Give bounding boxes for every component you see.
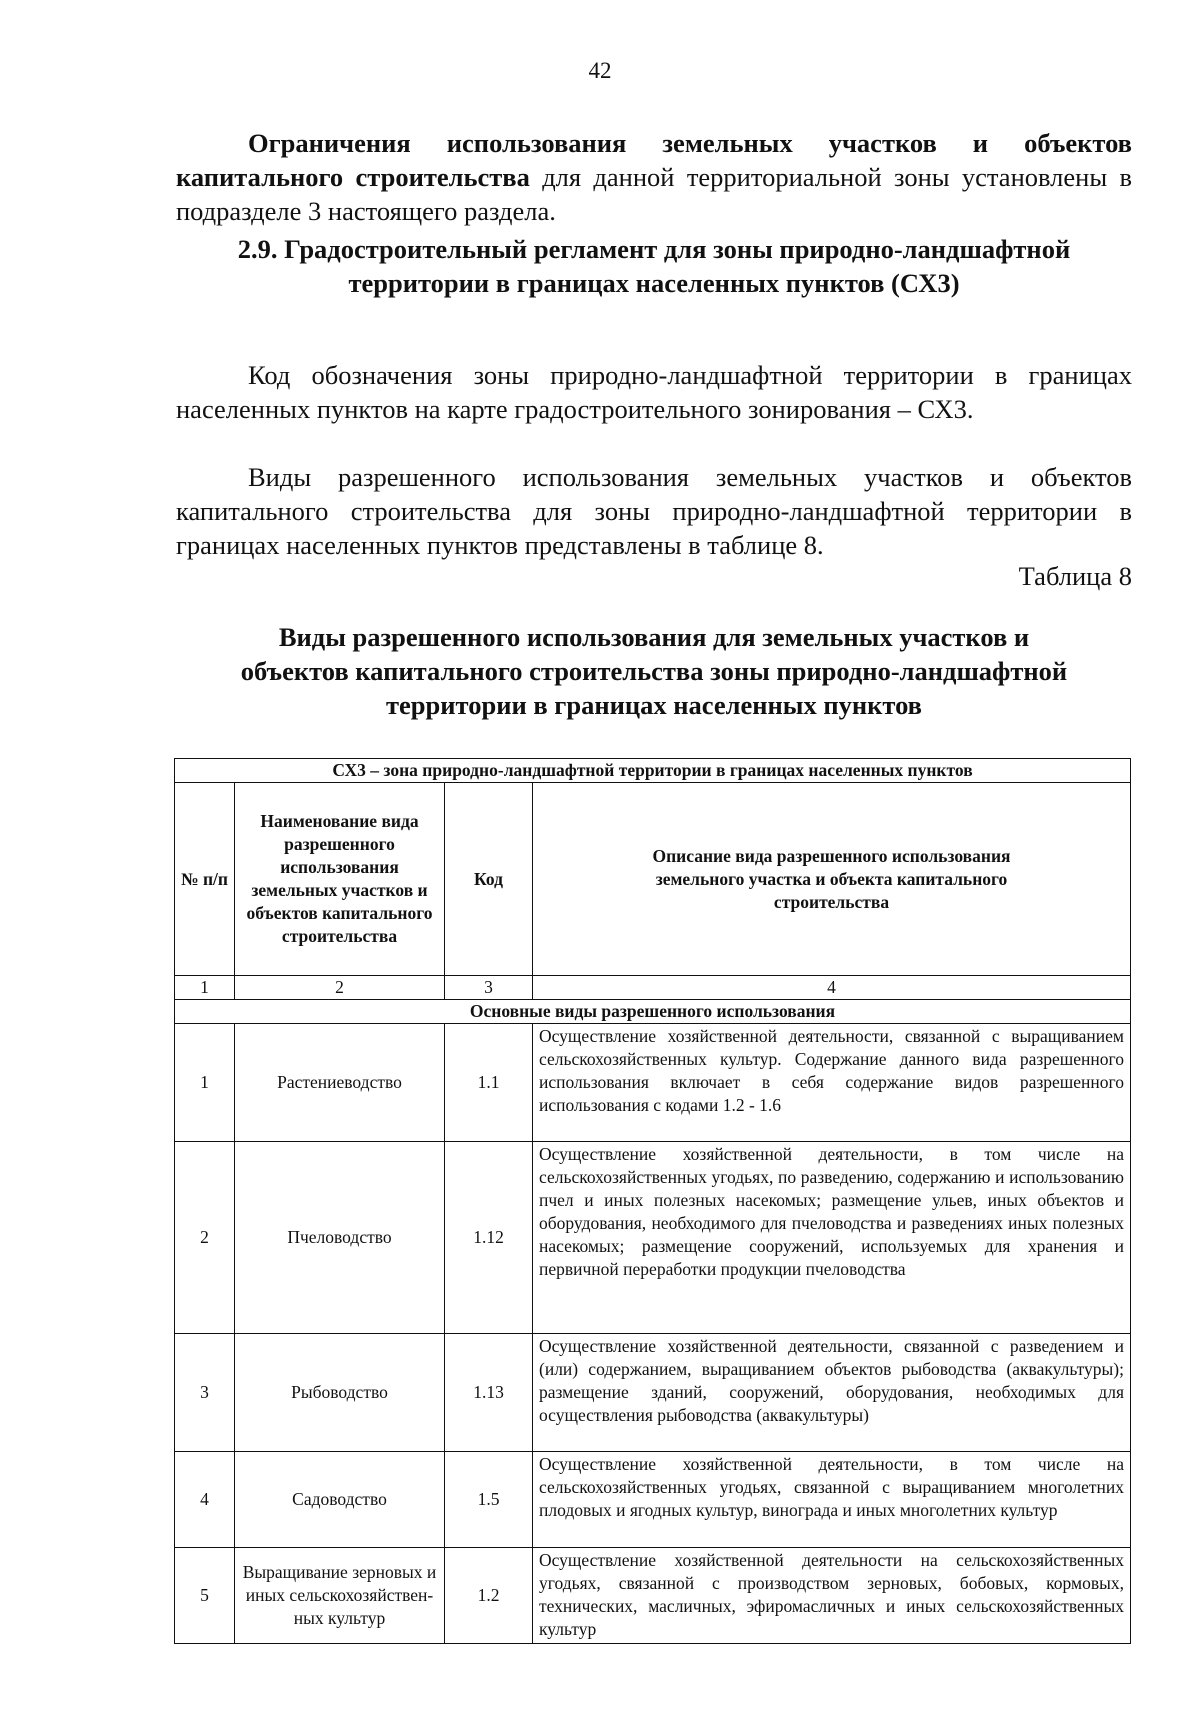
row-num: 1 bbox=[175, 1024, 235, 1142]
row-name: Садоводство bbox=[235, 1452, 445, 1548]
row-name: Растениеводство bbox=[235, 1024, 445, 1142]
section-heading-line1: 2.9. Градостроительный регламент для зоны природно-ландшафтной bbox=[237, 234, 1071, 264]
table-title bbox=[176, 620, 1132, 722]
table-title-line1: Виды разрешенного использования для земельных участков и bbox=[278, 622, 1030, 652]
section-cell: Основные виды разрешенного использования bbox=[175, 1000, 1131, 1024]
zone-cell: СХ3 – зона природно-ландшафтной территории в границах населенных пунктов bbox=[175, 759, 1131, 783]
table-row bbox=[175, 1548, 1131, 1644]
regulation-table bbox=[174, 758, 1131, 1644]
header-code: Код bbox=[445, 783, 533, 976]
intro-bold-text: Ограничения использования земельных участков и объектов капитального строительства bbox=[176, 128, 1132, 192]
header-desc: Описание вида разрешенного использования земельного участка и объекта капитального строительства bbox=[533, 783, 1131, 976]
zone-row bbox=[175, 759, 1131, 783]
row-code: 1.5 bbox=[445, 1452, 533, 1548]
table-row bbox=[175, 1024, 1131, 1142]
column-number: 4 bbox=[533, 976, 1131, 1000]
row-code: 1.12 bbox=[445, 1142, 533, 1334]
header-name: Наименование вида разрешенного использования земельных участков и объектов капитального строительства bbox=[235, 783, 445, 976]
intro-paragraph bbox=[176, 126, 1132, 228]
column-number: 2 bbox=[235, 976, 445, 1000]
table-row bbox=[175, 1142, 1131, 1334]
section-heading-line2: территории в границах населенных пунктов (СХ3) bbox=[348, 268, 960, 298]
row-num: 2 bbox=[175, 1142, 235, 1334]
row-desc: Осуществление хозяйственной деятельности, в том числе на сельскохозяйственных угодьях, связанной с выращиванием многолетних плодовых и ягодных культур, винограда и иных многолетних культур bbox=[533, 1452, 1131, 1548]
row-code: 1.13 bbox=[445, 1334, 533, 1452]
row-desc: Осуществление хозяйственной деятельности, связанной с выращиванием сельскохозяйственных культур. Содержание данного вида разрешенного использования включает в себя содержание видов разрешенного использования с кодами 1.2 - 1.6 bbox=[533, 1024, 1131, 1142]
row-num: 3 bbox=[175, 1334, 235, 1452]
row-name: Выращивание зерновых и иных сельскохозяйствен-ных культур bbox=[235, 1548, 445, 1644]
row-num: 4 bbox=[175, 1452, 235, 1548]
page-number: 42 bbox=[588, 58, 612, 83]
types-paragraph: Виды разрешенного использования земельных участков и объектов капитального строительства для зоны природно-ландшафтной территории в границах населенных пунктов представлены в таблице 8. bbox=[176, 462, 1132, 560]
row-desc: Осуществление хозяйственной деятельности, в том числе на сельскохозяйственных угодьях, по разведению, содержанию и использованию пчел и иных полезных насекомых; размещение ульев, иных объектов и оборудования, необходимого для пчеловодства и разведениях иных полезных насекомых; размещение сооружений, используемых для хранения и первичной переработки продукции пчеловодства bbox=[533, 1142, 1131, 1334]
row-code: 1.1 bbox=[445, 1024, 533, 1142]
table-caption: Таблица 8 bbox=[1018, 561, 1132, 591]
row-name: Рыбоводство bbox=[235, 1334, 445, 1452]
row-name: Пчеловодство bbox=[235, 1142, 445, 1334]
code-paragraph: Код обозначения зоны природно-ландшафтной территории в границах населенных пунктов на карте градостроительного зонирования – СХ3. bbox=[176, 360, 1132, 424]
column-number: 3 bbox=[445, 976, 533, 1000]
row-desc: Осуществление хозяйственной деятельности на сельскохозяйственных угодьях, связанной с производством зерновых, бобовых, кормовых, технических, масличных, эфиромасличных и иных сельскохозяйственных культур bbox=[533, 1548, 1131, 1644]
section-row bbox=[175, 1000, 1131, 1024]
table-row bbox=[175, 1452, 1131, 1548]
column-number: 1 bbox=[175, 976, 235, 1000]
column-number-row bbox=[175, 976, 1131, 1000]
row-code: 1.2 bbox=[445, 1548, 533, 1644]
table-title-line3: территории в границах населенных пунктов bbox=[386, 690, 922, 720]
table-title-line2: объектов капитального строительства зоны природно-ландшафтной bbox=[240, 656, 1068, 686]
header-row bbox=[175, 783, 1131, 976]
table-row bbox=[175, 1334, 1131, 1452]
row-desc: Осуществление хозяйственной деятельности, связанной с разведением и (или) содержанием, выращиванием объектов рыбоводства (аквакультуры); размещение зданий, сооружений, оборудования, необходимых для осуществления рыбоводства (аквакультуры) bbox=[533, 1334, 1131, 1452]
intro-text: для данной территориальной зоны установлены в подразделе 3 настоящего раздела. bbox=[176, 162, 1132, 226]
row-num: 5 bbox=[175, 1548, 235, 1644]
section-heading bbox=[176, 232, 1132, 300]
header-num: № п/п bbox=[175, 783, 235, 976]
